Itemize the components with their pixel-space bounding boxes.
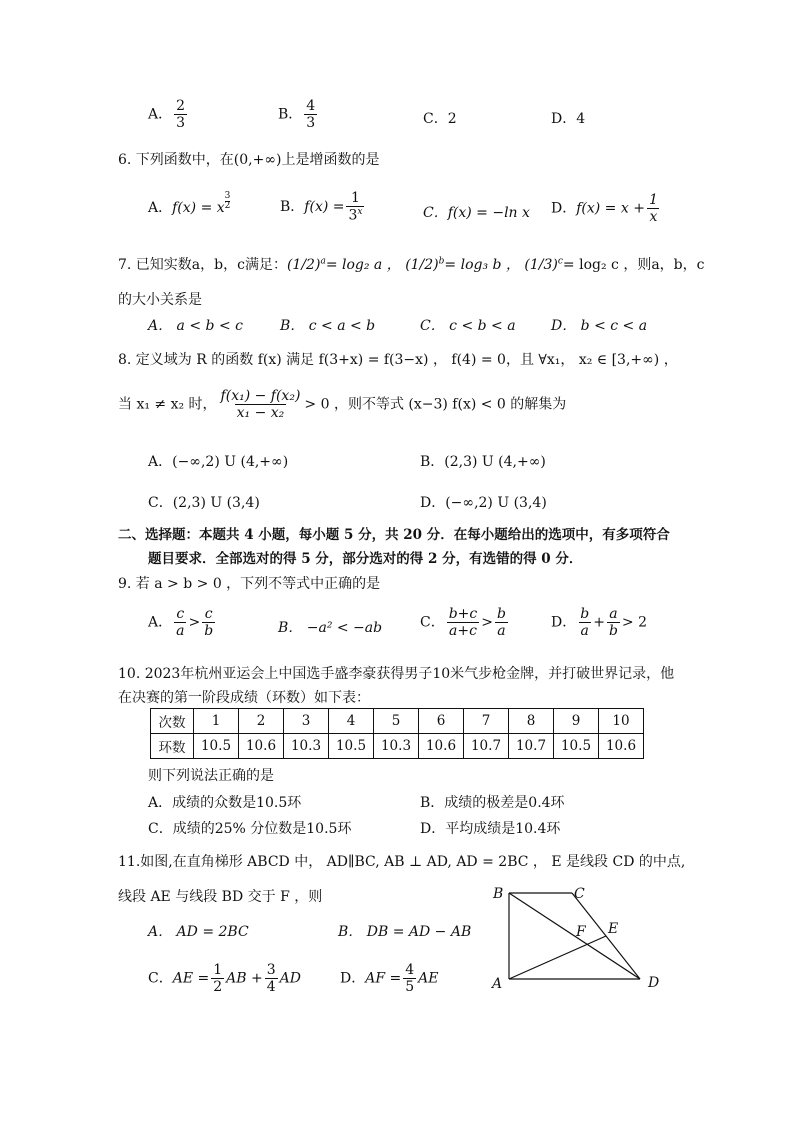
q10-option-d: D．平均成绩是10.4环 <box>420 821 561 837</box>
q7-option-a: A． a < b < c <box>148 318 243 334</box>
table-cell: 10.7 <box>509 734 554 759</box>
fraction: $\frac{1}{2}$ <box>213 962 223 996</box>
q6-option-a: A．f(x) = x $^{\frac{3}{2}}$ <box>148 191 231 216</box>
table-cell: 6 <box>419 709 464 734</box>
q7-option-d: D． b < c < a <box>551 318 648 334</box>
q10-option-b: B．成绩的极差是0.4环 <box>420 795 565 811</box>
table-cell: 次数 <box>151 709 194 734</box>
q8-option-b: B．(2,3) U (4,+∞) <box>420 454 546 470</box>
q10-stem-2: 在决赛的第一阶段成绩（环数）如下表： <box>118 690 370 706</box>
fraction: $\frac{c}{b}$ <box>204 606 214 640</box>
point-label-a: A <box>492 976 503 992</box>
q5-option-c: C．2 <box>423 111 457 127</box>
q7-option-c: C． c < b < a <box>420 318 516 334</box>
fraction: $\frac{2}{3}$ <box>176 98 186 132</box>
q9-option-b: B． −a² < −ab <box>278 620 383 636</box>
q8-option-c: C．(2,3) U (3,4) <box>148 495 260 511</box>
q9-stem: 9. 若 a > b > 0 ，下列不等式中正确的是 <box>118 576 381 592</box>
table-cell: 9 <box>554 709 599 734</box>
q7-stem: 7. 已知实数a，b，c满足：$(1/2)^a= \log_2$ a ， $(1/2)^b= \log_3$ b ， $(1/3)^c= \log_2$ c ，则a，b，c <box>118 256 705 273</box>
q6-stem: 6. 下列函数中，在(0,+∞)上是增函数的是 <box>118 152 380 168</box>
q5-option-a: A． $\frac{2}{3}$ <box>148 98 186 132</box>
q11-stem-2: 线段 AE 与线段 BD 交于 F ，则 <box>118 889 323 905</box>
table-row <box>151 709 644 734</box>
table-cell: 10.5 <box>194 734 239 759</box>
table-cell: 环数 <box>151 734 194 759</box>
point-label-f: F <box>576 924 586 940</box>
fraction: $\frac{a}{b}$ <box>608 606 618 640</box>
table-row <box>151 734 644 759</box>
table-cell: 4 <box>329 709 374 734</box>
q9-option-d: D． $\frac{b}{a}$ + $\frac{a}{b}$ > 2 <box>551 606 647 640</box>
table-cell: 1 <box>194 709 239 734</box>
fraction: $\frac{c}{a}$ <box>176 606 185 640</box>
segment-bd <box>509 893 640 979</box>
q11-option-a: A． AD = 2BC <box>148 924 249 940</box>
table-cell: 10.5 <box>554 734 599 759</box>
table-cell: 10.6 <box>599 734 644 759</box>
point-label-c: C <box>574 886 585 902</box>
score-table <box>150 708 644 759</box>
trapezoid-figure <box>488 880 668 995</box>
fraction: $\frac{b}{a}$ <box>580 606 590 640</box>
fraction: $\frac{b}{a}$ <box>497 606 506 640</box>
q6-option-b: B．f(x) = $\frac{1}{3^x}$ <box>280 190 363 224</box>
fraction: $\frac{1}{x}$ <box>648 192 658 226</box>
q8-stem-2: 当 x₁ ≠ x₂ 时， $\frac{\text{f(x₁) − f(x₂)}}{\text{x₁ − x₂}}$ > 0 ，则不等式 (x−3) f(x) < 0 的解集为 <box>118 388 567 422</box>
point-label-b: B <box>493 886 504 902</box>
section-2-heading: 二、选择题：本题共 4 小题，每小题 5 分，共 20 分．在每小题给出的选项中，有多项符合 <box>118 527 670 543</box>
table-cell: 3 <box>284 709 329 734</box>
q6-option-c: C．f(x) = −ln x <box>423 205 530 221</box>
table-cell: 10 <box>599 709 644 734</box>
q6-option-d: D．f(x) = x + $\frac{1}{x}$ <box>551 192 658 226</box>
q7-option-b: B． c < a < b <box>280 318 376 334</box>
q11-option-c: C．AE = $\frac{1}{2}$ AB + $\frac{3}{4}$ AD <box>148 962 302 996</box>
fraction: $\frac{\text{f(x₁) − f(x₂)}}{\text{x₁ − x₂}}$ <box>220 388 301 422</box>
table-cell: 10.3 <box>284 734 329 759</box>
q7-stem-2: 的大小关系是 <box>118 292 202 308</box>
point-label-d: D <box>648 975 660 991</box>
table-cell: 2 <box>239 709 284 734</box>
table-cell: 10.6 <box>239 734 284 759</box>
q11-option-d: D．AF = $\frac{4}{5}$ AE <box>340 962 439 996</box>
section-2-heading-2: 题目要求．全部选对的得 5 分，部分选对的得 2 分，有选错的得 0 分． <box>148 551 583 567</box>
q9-option-c: C． $\frac{b+c}{a+c}$ > $\frac{b}{a}$ <box>420 606 506 640</box>
q5-option-d: D．4 <box>551 111 586 127</box>
q11-option-b: B． DB = AD − AB <box>338 924 472 940</box>
q9-option-a: A． $\frac{c}{a}$ > $\frac{c}{b}$ <box>148 606 214 640</box>
table-cell: 10.3 <box>374 734 419 759</box>
table-cell: 8 <box>509 709 554 734</box>
q10-option-c: C．成绩的25% 分位数是10.5环 <box>148 821 352 837</box>
table-cell: 10.5 <box>329 734 374 759</box>
q8-stem-1: 8. 定义域为 R 的函数 f(x) 满足 f(3+x) = f(3−x) ， f(4) = 0，且 ∀x₁， x₂ ∈ [3,+∞) ， <box>118 352 678 368</box>
q8-option-d: D．(−∞,2) U (3,4) <box>420 495 547 511</box>
table-cell: 5 <box>374 709 419 734</box>
fraction: $\frac{4}{5}$ <box>405 962 415 996</box>
segment-ae <box>509 936 606 979</box>
fraction: $\frac{3}{4}$ <box>266 962 276 996</box>
table-cell: 7 <box>464 709 509 734</box>
q8-option-a: A．(−∞,2) U (4,+∞) <box>148 454 289 470</box>
q5-option-b: B． $\frac{4}{3}$ <box>278 98 316 132</box>
table-cell: 10.6 <box>419 734 464 759</box>
fraction: $\frac{b+c}{a+c}$ <box>448 606 478 640</box>
q10-stem-1: 10. 2023年杭州亚运会上中国选手盛李豪获得男子10米气步枪金牌，并打破世界记录，他 <box>118 666 675 682</box>
fraction: $\frac{1}{3^x}$ <box>348 190 363 224</box>
fraction: $\frac{4}{3}$ <box>306 98 316 132</box>
q10-option-a: A．成绩的众数是10.5环 <box>148 795 302 811</box>
table-cell: 10.7 <box>464 734 509 759</box>
q11-stem-1: 11.如图,在直角梯形 ABCD 中， AD∥BC, AB ⊥ AD, AD = 2BC ， E 是线段 CD 的中点, <box>118 854 686 870</box>
point-label-e: E <box>608 921 619 937</box>
q10-prompt: 则下列说法正确的是 <box>148 768 274 784</box>
